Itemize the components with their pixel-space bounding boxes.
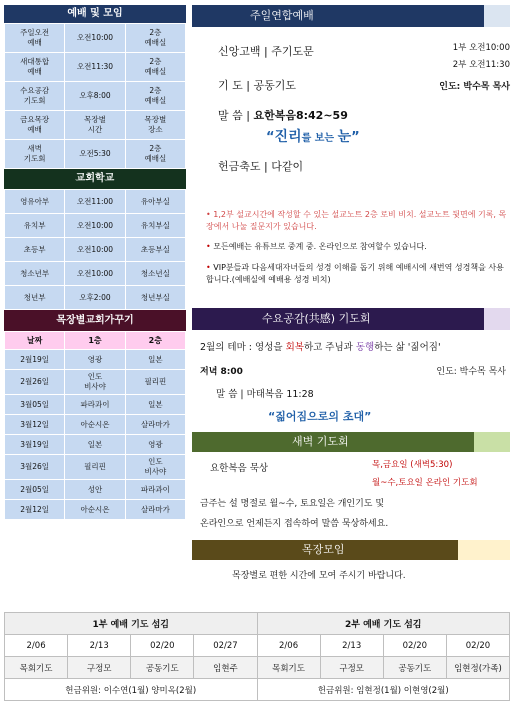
prayer-service-table (4, 612, 510, 701)
table-cell: 영유아부 (5, 190, 65, 214)
table-row-names (5, 657, 510, 679)
service-time-2: 2부 오전11:30 (452, 60, 510, 70)
wednesday-time: 저녁 8:00 (200, 367, 243, 377)
title-band-accent (484, 5, 510, 27)
sermon-title (266, 126, 360, 146)
table-cell: 2층 예배실 (125, 24, 185, 53)
cell-meeting-text: 목장별로 편한 시간에 모여 주시기 바랍니다. (232, 571, 406, 581)
theme-post: 하는 삶 '짊어짐' (374, 342, 441, 353)
table-cell: 2월19일 (5, 350, 65, 370)
note-sermon-notebook (206, 209, 508, 232)
table-cell: 3월12일 (5, 415, 65, 435)
dawn-prayer-section (192, 432, 510, 540)
sunday-service-section (192, 5, 510, 301)
dawn-schedule-1: 목,금요일 (새벽5:30) (372, 460, 453, 470)
bullet-dot: • (206, 210, 214, 219)
quote-open: “ (266, 130, 275, 145)
table-cell: 아순시온 (65, 500, 125, 520)
table-cell: 2층 예배실 (125, 140, 185, 169)
note-bible (206, 262, 508, 285)
date-cell: 02/20 (446, 635, 509, 657)
service1-prayer-header: 1부 예배 기도 섬김 (5, 613, 258, 635)
service2-prayer-header: 2부 예배 기도 섬김 (257, 613, 510, 635)
cell-church-table (4, 331, 186, 520)
name-cell: 목회기도 (257, 657, 320, 679)
table-cell: 청소년부 (5, 262, 65, 286)
table-cell: 3월05일 (5, 395, 65, 415)
column-header: 2층 (125, 332, 185, 350)
dawn-note-2: 온라인으로 언제든지 접속하여 말씀 묵상하세요. (200, 519, 389, 529)
name-cell: 임현주 (194, 657, 257, 679)
table-cell: 오전5:30 (65, 140, 125, 169)
sermon-word-3: 눈 (337, 129, 352, 145)
table-row (5, 415, 186, 435)
table-cell: 일본 (125, 395, 185, 415)
column-header: 1층 (65, 332, 125, 350)
dawn-note-1: 금주는 설 명절로 월~수, 토요일은 개인기도 및 (200, 499, 385, 509)
table-row (5, 53, 186, 82)
table-cell: 인도 비사야 (125, 455, 185, 480)
wednesday-leader: 인도: 박수목 목사 (436, 367, 506, 377)
table-cell: 3월26일 (5, 455, 65, 480)
table-cell: 살라마가 (125, 415, 185, 435)
table-cell: 목장별 시간 (65, 111, 125, 140)
word-line (218, 107, 348, 123)
date-cell: 02/20 (383, 635, 446, 657)
table-cell: 유치부실 (125, 214, 185, 238)
table-row (5, 455, 186, 480)
wednesday-section (192, 308, 510, 432)
table-row (5, 350, 186, 370)
cell-meeting-title-text: 목장모임 (302, 543, 345, 556)
note-text-3: VIP분들과 다음세대자녀들의 성경 이해를 돕기 위해 예배시에 새번역 성경책을 사용합니다.(예배실에 예배용 성경 비치) (206, 263, 504, 284)
table-row (5, 140, 186, 169)
prayer-service-table-wrap (4, 612, 510, 701)
table-row (5, 500, 186, 520)
table-row (5, 370, 186, 395)
note-youtube (206, 241, 508, 253)
church-school-table (4, 189, 186, 310)
theme-word-recovery: 회복 (285, 342, 304, 353)
table-cell: 수요공감 기도회 (5, 82, 65, 111)
table-cell: 아순시온 (65, 415, 125, 435)
theme-mid: 하고 주님과 (303, 342, 356, 353)
confession-line: 신앙고백 | 주기도문 (218, 45, 314, 58)
table-header-row (5, 613, 510, 635)
date-cell: 02/27 (194, 635, 257, 657)
table-cell: 오전10:00 (65, 24, 125, 53)
table-cell: 청년부실 (125, 286, 185, 310)
table-cell: 초등부 (5, 238, 65, 262)
note-text-1: 1,2부 설교시간에 작성할 수 있는 설교노트 2층 로비 비치. 설교노트 뒷면에 기록, 목장에서 나눌 질문지가 있습니다. (206, 210, 507, 231)
name-cell: 공동기도 (383, 657, 446, 679)
word-label: 말 씀 | (218, 109, 250, 122)
cell-church-header: 목장별교회가꾸기 (4, 310, 186, 331)
sunday-service-title (192, 5, 510, 27)
table-cell: 청년부 (5, 286, 65, 310)
table-cell: 오전10:00 (65, 214, 125, 238)
theme-word-walk: 동행 (355, 342, 375, 353)
table-cell: 유치부 (5, 214, 65, 238)
quote-close: ” (351, 130, 360, 145)
title-band-accent (484, 308, 510, 330)
table-cell: 오전10:00 (65, 238, 125, 262)
date-cell: 2/13 (68, 635, 131, 657)
sunday-title-text: 주일연합예배 (250, 9, 314, 22)
table-cell: 2월12일 (5, 500, 65, 520)
cell-meeting-section (192, 540, 510, 600)
table-row (5, 395, 186, 415)
table-cell: 살라마가 (125, 500, 185, 520)
left-column (4, 5, 186, 520)
table-cell: 일본 (65, 435, 125, 455)
table-cell: 새대통합 예배 (5, 53, 65, 82)
table-cell: 필리핀 (125, 370, 185, 395)
title-band-accent (458, 540, 510, 560)
worship-schedule-table (4, 23, 186, 169)
table-row (5, 111, 186, 140)
offering-committee-2: 헌금위원: 임현정(1월) 이현영(2월) (257, 679, 510, 701)
table-cell: 목장별 장소 (125, 111, 185, 140)
cell-meeting-title (192, 540, 510, 560)
table-row (5, 262, 186, 286)
table-cell: 파라과이 (125, 480, 185, 500)
table-cell: 3월19일 (5, 435, 65, 455)
table-cell: 일본 (125, 350, 185, 370)
table-cell: 영광 (125, 435, 185, 455)
name-cell: 공동기도 (131, 657, 194, 679)
table-cell: 성안 (65, 480, 125, 500)
table-cell: 2월26일 (5, 370, 65, 395)
name-cell: 구정모 (320, 657, 383, 679)
wednesday-sermon: “짊어짐으로의 초대” (268, 410, 372, 423)
offering-committee-1: 헌금위원: 이수연(1월) 양미옥(2월) (5, 679, 258, 701)
worship-schedule-header: 예배 및 모임 (4, 5, 186, 23)
date-cell: 2/06 (257, 635, 320, 657)
theme-pre: 2월의 테마 : 영성을 (200, 342, 286, 353)
table-row-dates (5, 635, 510, 657)
column-header: 날짜 (5, 332, 65, 350)
table-cell: 오후8:00 (65, 82, 125, 111)
service-time-1: 1부 오전10:00 (452, 43, 510, 53)
dawn-schedule-2: 월~수,토요일 온라인 기도회 (372, 478, 478, 488)
table-cell: 오전10:00 (65, 262, 125, 286)
table-cell: 필리핀 (65, 455, 125, 480)
date-cell: 2/06 (5, 635, 68, 657)
table-cell: 인도 비사야 (65, 370, 125, 395)
table-row (5, 480, 186, 500)
prayer-line: 기 도 | 공동기도 (218, 79, 296, 92)
table-header-row (5, 332, 186, 350)
bullet-dot: • (206, 263, 214, 272)
wednesday-word: 말 씀 | 마태복음 11:28 (216, 389, 314, 400)
table-cell: 2층 예배실 (125, 53, 185, 82)
table-cell: 오전11:00 (65, 190, 125, 214)
date-cell: 02/20 (131, 635, 194, 657)
wednesday-title (192, 308, 510, 330)
table-row (5, 238, 186, 262)
church-school-header: 교회학교 (4, 169, 186, 189)
word-reference: 요한복음8:42~59 (253, 109, 348, 122)
table-cell: 주일오전 예배 (5, 24, 65, 53)
table-cell: 초등부실 (125, 238, 185, 262)
table-cell: 오전11:30 (65, 53, 125, 82)
sermon-word-1: 진리 (274, 129, 302, 145)
table-row (5, 435, 186, 455)
dawn-book: 요한복음 묵상 (210, 463, 269, 474)
name-cell: 목회기도 (5, 657, 68, 679)
table-cell: 2월05일 (5, 480, 65, 500)
table-cell: 유아부실 (125, 190, 185, 214)
table-cell: 2층 예배실 (125, 82, 185, 111)
table-cell: 금요목장 예배 (5, 111, 65, 140)
table-row (5, 286, 186, 310)
wednesday-title-text: 수요공감(共感) 기도회 (262, 312, 371, 325)
table-row (5, 24, 186, 53)
table-cell: 청소년실 (125, 262, 185, 286)
name-cell: 구정모 (68, 657, 131, 679)
dawn-title (192, 432, 510, 452)
wednesday-theme (200, 339, 441, 353)
date-cell: 2/13 (320, 635, 383, 657)
table-row (5, 190, 186, 214)
table-row (5, 214, 186, 238)
table-row (5, 82, 186, 111)
offering-line: 헌금축도 | 다같이 (218, 160, 304, 173)
table-row-offering (5, 679, 510, 701)
right-column (192, 5, 510, 600)
title-band-accent (474, 432, 510, 452)
note-text-2: 모든예배는 유튜브로 중계 중. 온라인으로 참여할수 있습니다. (213, 242, 427, 251)
table-cell: 파라과이 (65, 395, 125, 415)
table-cell: 영광 (65, 350, 125, 370)
table-cell: 새벽 기도회 (5, 140, 65, 169)
name-cell: 임현정(가족) (446, 657, 509, 679)
dawn-title-text: 새벽 기도회 (292, 435, 349, 448)
table-cell: 오후2:00 (65, 286, 125, 310)
service-leader: 인도: 박수목 목사 (439, 82, 510, 92)
sermon-word-2: 를 보는 (301, 133, 338, 144)
bullet-dot: • (206, 242, 214, 251)
